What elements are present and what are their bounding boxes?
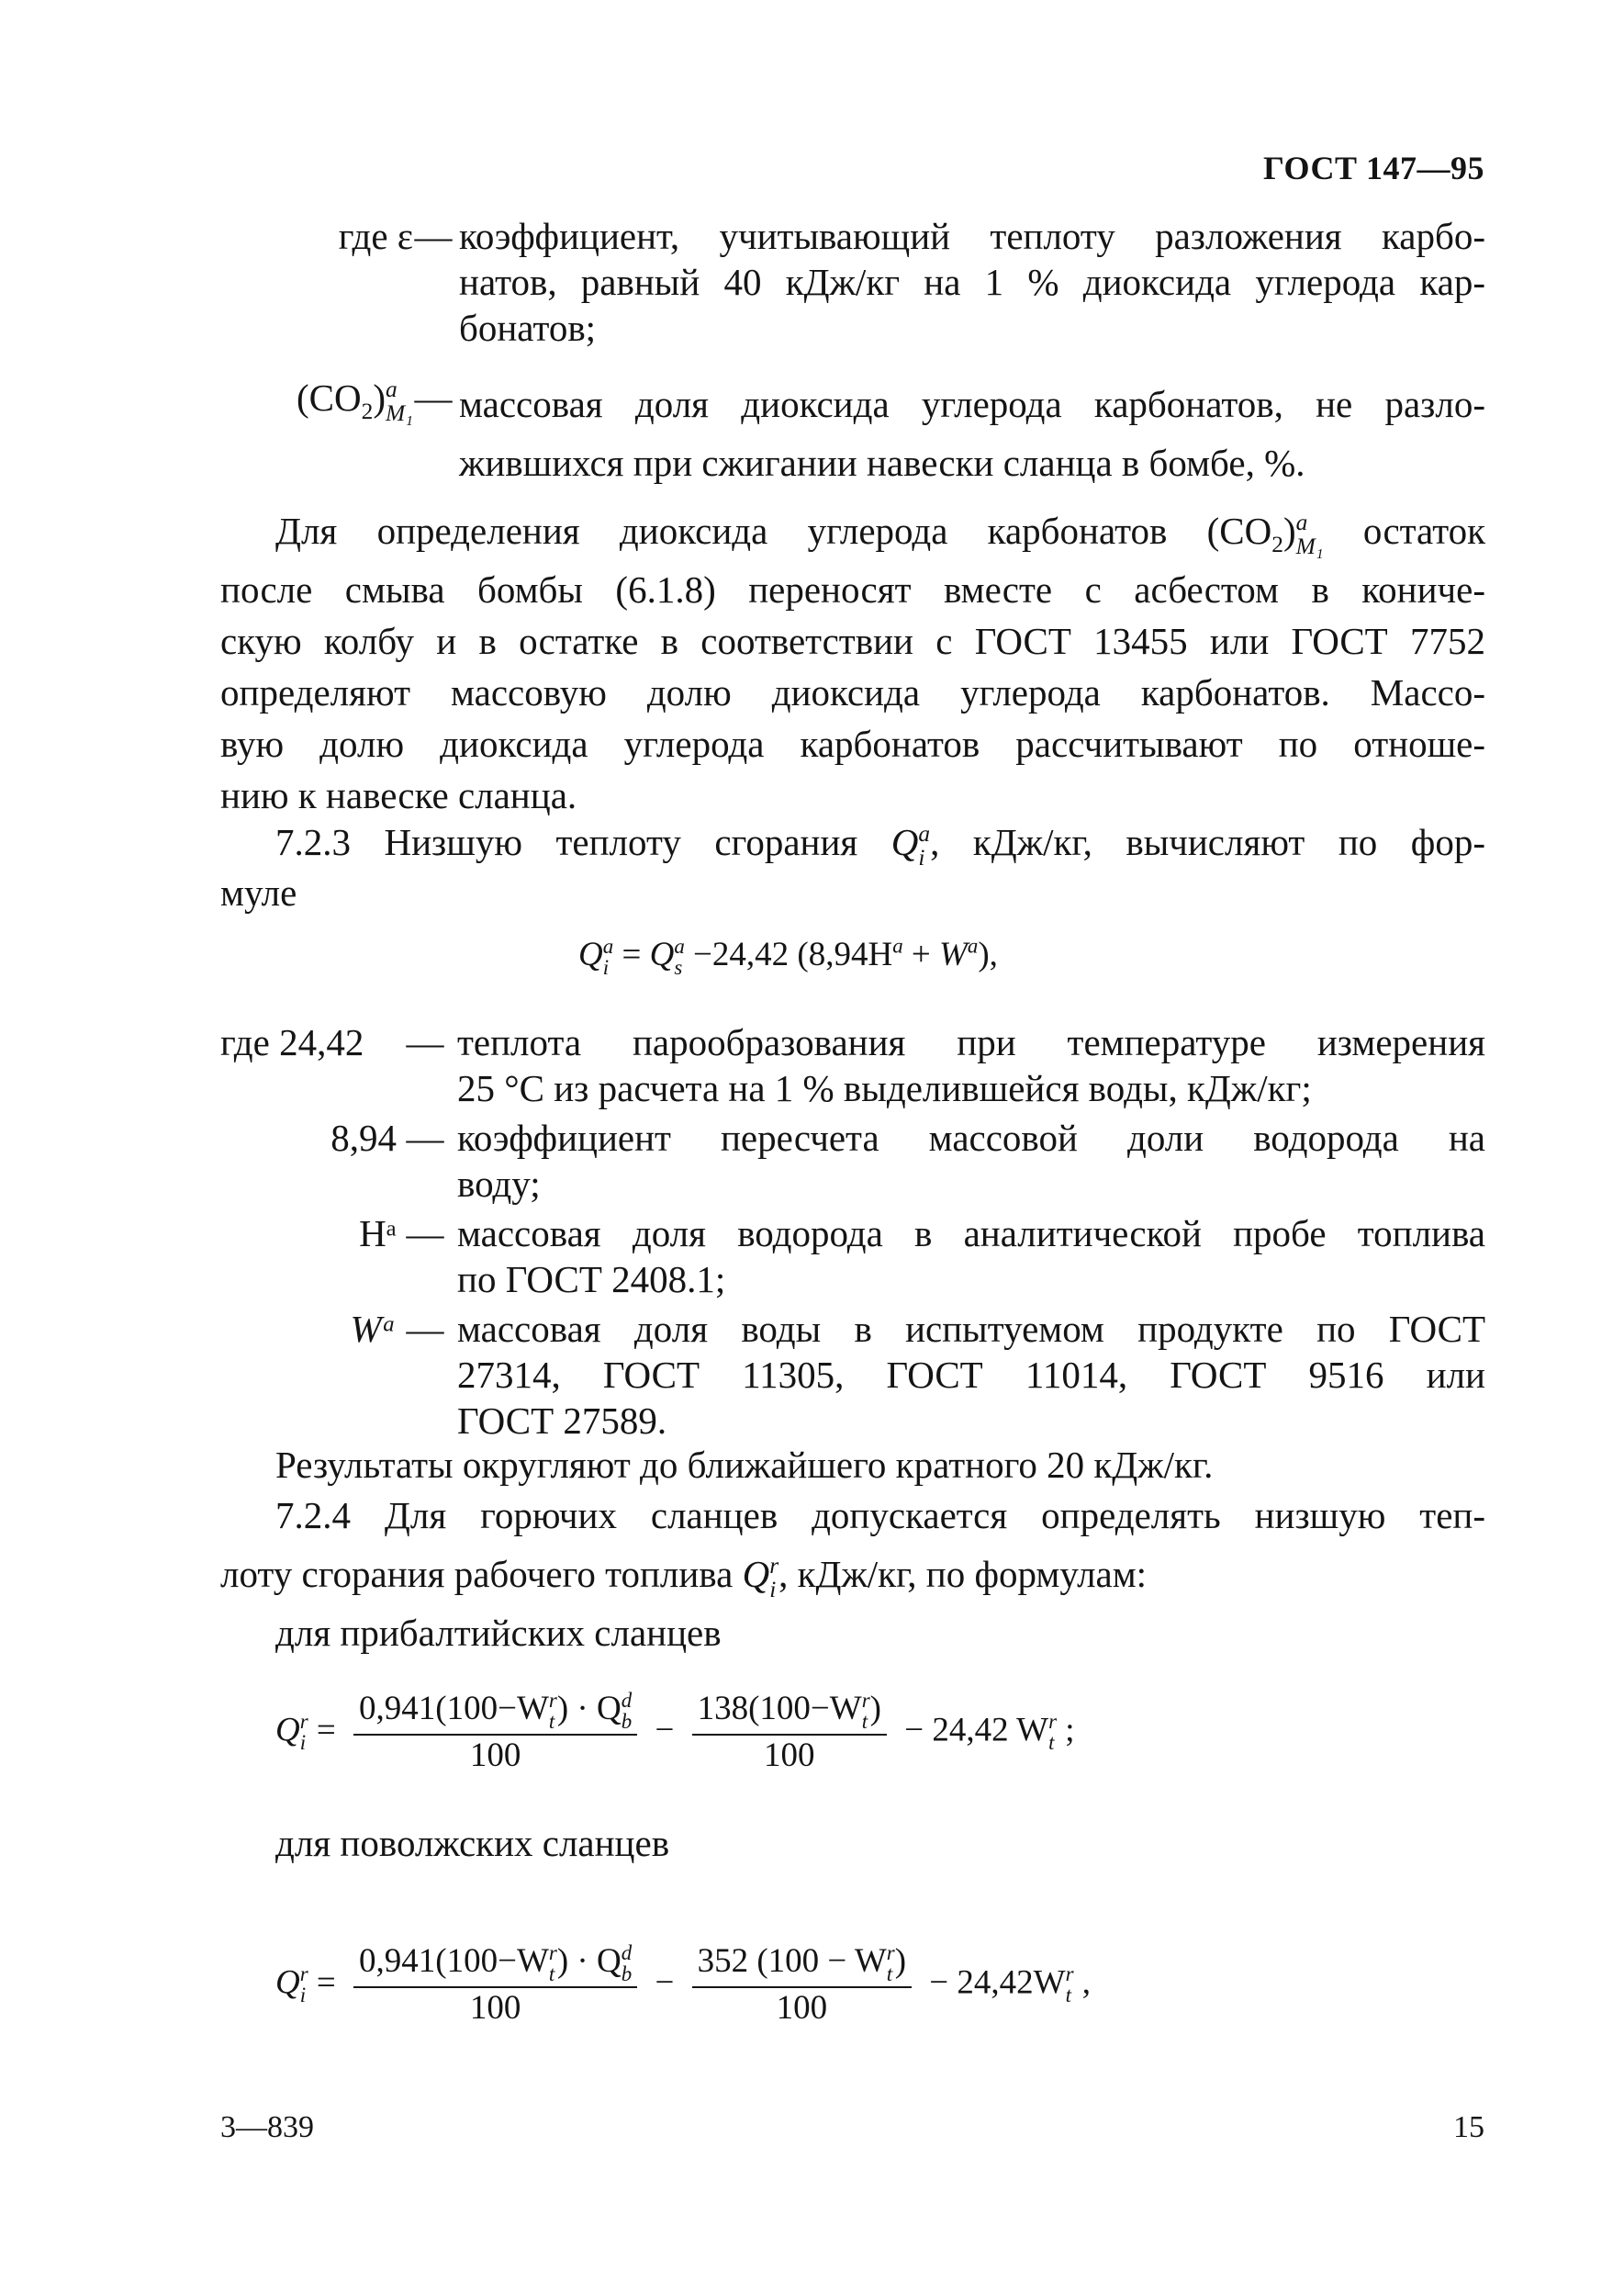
glossary-epsilon: где ε — коэффициент, учитывающий теплоту разложения карбо- натов, равный 40 кДж/кг на 1 % диоксида углерода кар- бонатов; [275, 213, 1485, 351]
formula-volga: Q r i = 0,941(100−W r t ) · Q d b 100 − 352 (100 − W r t ) 100 − 24,42W r t , [275, 1940, 1092, 2028]
term-epsilon: где ε [338, 215, 413, 257]
glossary-item-wa: Wᵃ — массовая доля воды в испытуемом продукте по ГОСТ 27314, ГОСТ 11305, ГОСТ 11014, ГОСТ 9516 или ГОСТ 27589. [350, 1308, 1485, 1442]
page-number: 15 [1453, 2110, 1484, 2144]
paragraph-carbonates: Для определения диоксида углерода карбонатов $(CO_2)$ a M₁ остаток после смыва бомбы (6.1.8) переносят вместе с асбестом в кониче- скую колбу и в остатке в соответствии с ГОСТ 13455 или ГОСТ 7752 определяют массовую долю диоксида углерода карбонатов. Массо- вую долю диоксида углерода карбонатов рассчитывают по отноше- нию к навеске сланца. [220, 510, 1485, 816]
document-code: ГОСТ 147—95 [1263, 150, 1484, 186]
volga-label: для поволжских сланцев [275, 1822, 670, 1864]
term-co2: $(CO_2)$ a M₁ [297, 377, 413, 426]
paragraph-7-2-4: 7.2.4 Для горючих сланцев допускается определять низшую теп- лоту сгорания рабочего топлива Q r i , кДж/кг, по формулам: для прибалтийских сланцев [220, 1494, 1485, 1654]
paragraph-7-2-3: 7.2.3 Низшую теплоту сгорания Q a i , кДж/кг, вычисляют по фор- муле [220, 821, 1486, 915]
glossary-item-8-94: 8,94 — коэффициент пересчета массовой доли водорода на воду; [330, 1117, 1485, 1205]
formula-lower-heat: Q a i = Q a s −24,42 $(8,94H^a + W^a)$, [578, 934, 998, 979]
glossary-formula [220, 1019, 1485, 1444]
formula-baltic: Q r i = 0,941(100−W r t ) · Q d b 100 − 138(100−W r t ) 100 − 24,42 W r t ; [275, 1688, 1075, 1775]
results-rounding: Результаты округляют до ближайшего кратного 20 кДж/кг. [275, 1444, 1214, 1486]
glossary-co2: $(CO_2)$ a M₁ — массовая доля диоксида углерода карбонатов, не разло- жившихся при сжигании навески сланца в бомбе, %. [220, 375, 1485, 492]
footer-left-code: 3—839 [220, 2110, 314, 2144]
glossary-item-24-42: где 24,42 — теплота парообразования при температуре измерения 25 °С из расчета на 1 % выделившейся воды, кДж/кг; [220, 1021, 1485, 1109]
glossary-item-ha: Hᵃ — массовая доля водорода в аналитической пробе топлива по ГОСТ 2408.1; [359, 1212, 1485, 1300]
